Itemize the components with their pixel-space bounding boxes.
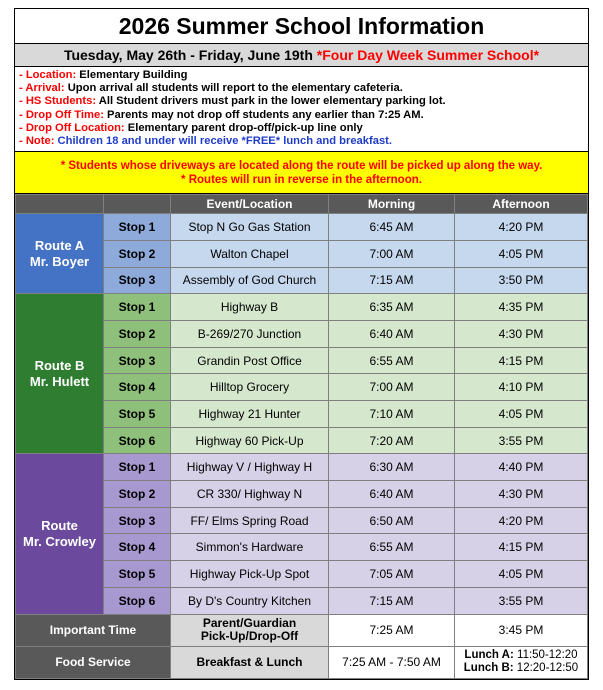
route-driver: Mr. Hulett — [29, 373, 90, 389]
note-label: - HS Students: — [19, 95, 99, 108]
date-range-bar — [15, 44, 588, 67]
important-event-line-2: Pick-Up/Drop-Off — [200, 629, 299, 644]
food-service-lunch-times — [455, 646, 588, 678]
stop-number: Stop 5 — [104, 401, 171, 428]
stop-morning-time: 6:35 AM — [329, 294, 455, 321]
stop-morning-time: 7:00 AM — [329, 240, 455, 267]
stop-location: CR 330/ Highway N — [171, 481, 329, 508]
date-range: Tuesday, May 26th - Friday, June 19th — [63, 47, 317, 63]
important-event-line-1: Parent/Guardian — [202, 616, 297, 631]
lunch-b — [455, 662, 587, 675]
note-label: - Arrival: — [19, 82, 68, 95]
stop-afternoon-time: 4:30 PM — [455, 320, 588, 347]
stop-location: Highway B — [171, 294, 329, 321]
stop-number: Stop 3 — [104, 267, 171, 294]
stop-morning-time: 6:40 AM — [329, 481, 455, 508]
note-text: Parents may not drop off students any earlier than 7:25 AM. — [107, 108, 424, 121]
header-morning: Morning — [329, 195, 455, 214]
important-time-row — [16, 614, 588, 646]
stop-location: Simmon's Hardware — [171, 534, 329, 561]
stop-morning-time: 6:30 AM — [329, 454, 455, 481]
stop-number: Stop 2 — [104, 320, 171, 347]
stop-afternoon-time: 4:10 PM — [455, 374, 588, 401]
stop-morning-time: 7:05 AM — [329, 561, 455, 588]
table-row — [16, 214, 588, 241]
route-name-line-1: Route B — [34, 357, 85, 373]
header-event-location: Event/Location — [171, 195, 329, 214]
route-driver: Mr. Crowley — [23, 533, 96, 549]
lunch-b-label: Lunch B: — [463, 662, 514, 675]
banner-line-2: * Routes will run in reverse in the afternoon. — [181, 174, 422, 187]
lunch-a — [455, 649, 587, 662]
stop-morning-time: 6:55 AM — [329, 534, 455, 561]
lunch-a-label: Lunch A: — [464, 649, 514, 662]
important-time-label: Important Time — [16, 614, 171, 646]
note-text: Children 18 and under will receive *FREE* lunch and breakfast. — [57, 135, 393, 148]
stop-afternoon-time: 4:05 PM — [455, 561, 588, 588]
stop-afternoon-time: 4:15 PM — [455, 347, 588, 374]
routes-body — [16, 214, 588, 614]
info-notes — [15, 67, 588, 152]
stop-location: Highway Pick-Up Spot — [171, 561, 329, 588]
stop-afternoon-time: 4:05 PM — [455, 401, 588, 428]
header-route-blank — [16, 195, 104, 214]
stop-morning-time: 6:45 AM — [329, 214, 455, 241]
route-c-name — [16, 454, 104, 614]
stop-location: Highway 21 Hunter — [171, 401, 329, 428]
food-service-row — [16, 646, 588, 678]
important-time-morning: 7:25 AM — [329, 614, 455, 646]
stop-number: Stop 4 — [104, 534, 171, 561]
stop-morning-time: 6:50 AM — [329, 507, 455, 534]
stop-morning-time: 7:10 AM — [329, 401, 455, 428]
note-text: Elementary parent drop-off/pick-up line only — [127, 121, 363, 134]
stop-number: Stop 1 — [104, 214, 171, 241]
note-drop-off-location — [19, 122, 584, 135]
stop-afternoon-time: 4:35 PM — [455, 294, 588, 321]
food-service-label: Food Service — [16, 646, 171, 678]
note-free-meals — [19, 135, 584, 148]
stop-afternoon-time: 3:50 PM — [455, 267, 588, 294]
lunch-b-time: 12:20-12:50 — [513, 662, 579, 675]
stop-location: FF/ Elms Spring Road — [171, 507, 329, 534]
important-time-event — [171, 614, 329, 646]
stop-morning-time: 7:00 AM — [329, 374, 455, 401]
four-day-week-note: *Four Day Week Summer School* — [316, 47, 540, 63]
stop-location: Walton Chapel — [171, 240, 329, 267]
stop-afternoon-time: 4:15 PM — [455, 534, 588, 561]
summer-school-sheet — [14, 8, 589, 680]
note-location — [19, 69, 584, 82]
stop-afternoon-time: 3:55 PM — [455, 587, 588, 614]
important-time-afternoon: 3:45 PM — [455, 614, 588, 646]
note-text: Elementary Building — [79, 69, 188, 81]
stop-morning-time: 7:15 AM — [329, 267, 455, 294]
stop-number: Stop 5 — [104, 561, 171, 588]
table-row — [16, 454, 588, 481]
stop-afternoon-time: 4:40 PM — [455, 454, 588, 481]
stop-number: Stop 1 — [104, 454, 171, 481]
summary-body — [16, 614, 588, 678]
route-a-name — [16, 214, 104, 294]
stop-number: Stop 2 — [104, 240, 171, 267]
stop-location: Stop N Go Gas Station — [171, 214, 329, 241]
stop-number: Stop 1 — [104, 294, 171, 321]
note-label: - Drop Off Location: — [19, 121, 128, 134]
stop-morning-time: 7:15 AM — [329, 587, 455, 614]
route-driver: Mr. Boyer — [29, 253, 90, 269]
stop-number: Stop 6 — [104, 427, 171, 454]
stop-afternoon-time: 3:55 PM — [455, 427, 588, 454]
stop-afternoon-time: 4:30 PM — [455, 481, 588, 508]
note-label: - Drop Off Time: — [19, 108, 108, 121]
stop-morning-time: 6:40 AM — [329, 320, 455, 347]
route-b-name — [16, 294, 104, 454]
food-service-morning: 7:25 AM - 7:50 AM — [329, 646, 455, 678]
stop-location: By D's Country Kitchen — [171, 587, 329, 614]
route-name-line-1: Route A — [34, 237, 85, 253]
header-afternoon: Afternoon — [455, 195, 588, 214]
route-schedule-table — [15, 194, 588, 678]
table-row — [16, 294, 588, 321]
lunch-a-time: 11:50-12:20 — [513, 649, 578, 662]
note-hs-students — [19, 95, 584, 108]
stop-morning-time: 7:20 AM — [329, 427, 455, 454]
note-arrival — [19, 82, 584, 95]
banner-line-1: * Students whose driveways are located along the route will be picked up along the way. — [60, 160, 543, 173]
stop-morning-time: 6:55 AM — [329, 347, 455, 374]
route-banner — [15, 152, 588, 194]
stop-afternoon-time: 4:05 PM — [455, 240, 588, 267]
stop-location: Highway V / Highway H — [171, 454, 329, 481]
stop-location: Grandin Post Office — [171, 347, 329, 374]
page-title: 2026 Summer School Information — [15, 9, 588, 44]
note-text: Upon arrival all students will report to the elementary cafeteria. — [67, 82, 403, 95]
stop-location: Highway 60 Pick-Up — [171, 427, 329, 454]
header-stop-blank — [104, 195, 171, 214]
stop-afternoon-time: 4:20 PM — [455, 507, 588, 534]
food-service-event: Breakfast & Lunch — [171, 646, 329, 678]
stop-location: Assembly of God Church — [171, 267, 329, 294]
stop-number: Stop 4 — [104, 374, 171, 401]
table-header-row — [16, 195, 588, 214]
stop-number: Stop 3 — [104, 507, 171, 534]
note-label: - Note: — [19, 135, 58, 148]
stop-number: Stop 3 — [104, 347, 171, 374]
stop-number: Stop 6 — [104, 587, 171, 614]
note-text: All Student drivers must park in the lower elementary parking lot. — [98, 95, 446, 108]
stop-location: Hilltop Grocery — [171, 374, 329, 401]
route-name-line-1: Route — [41, 517, 78, 533]
stop-afternoon-time: 4:20 PM — [455, 214, 588, 241]
note-label: - Location: — [19, 69, 80, 81]
stop-number: Stop 2 — [104, 481, 171, 508]
note-drop-off-time — [19, 109, 584, 122]
stop-location: B-269/270 Junction — [171, 320, 329, 347]
